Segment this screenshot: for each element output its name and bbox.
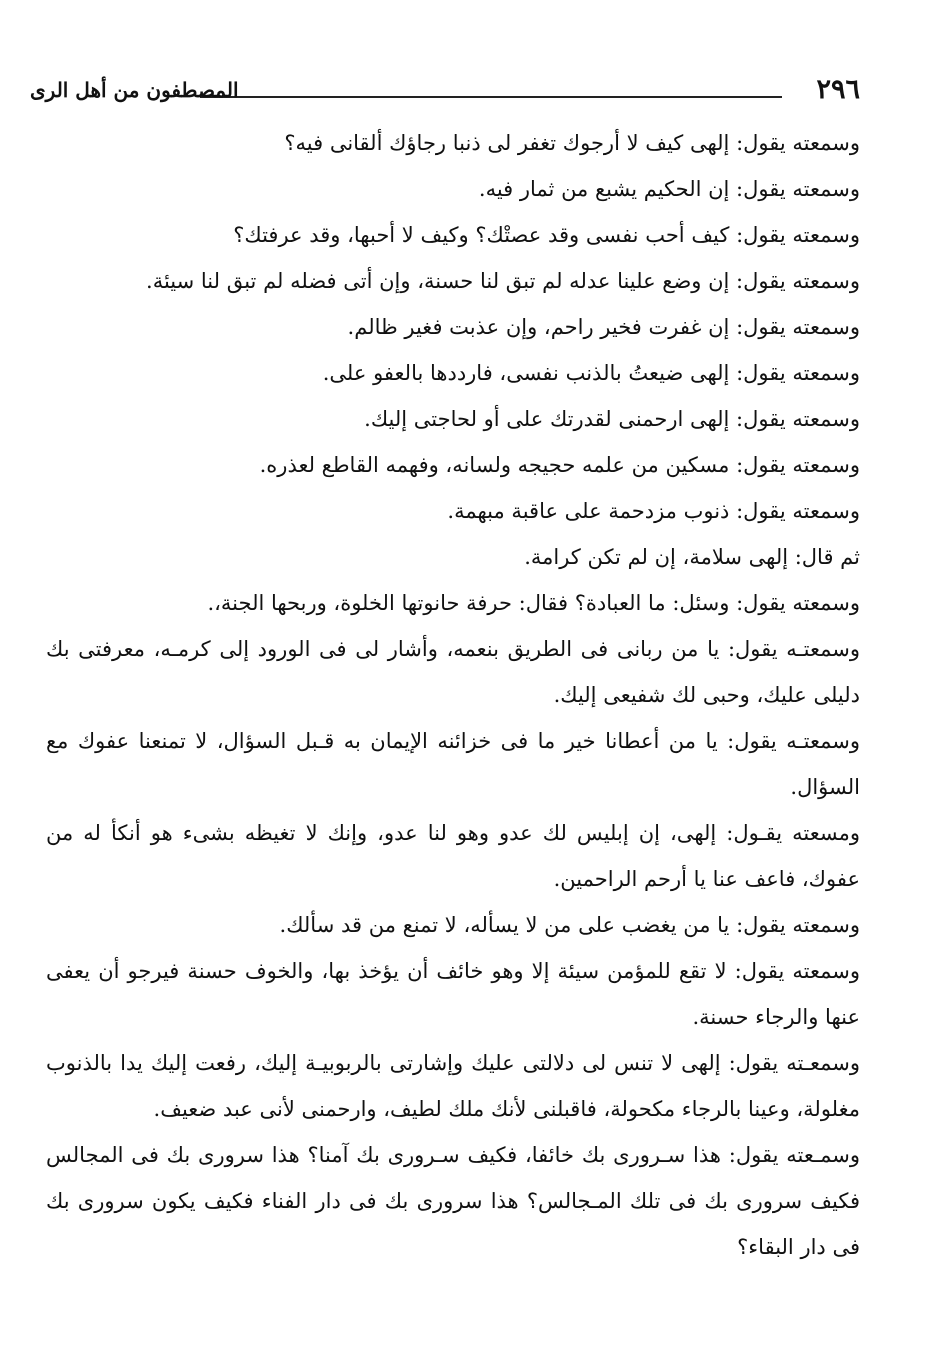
paragraph: وسمعته يقول: ذنوب مزدحمة على عاقبة مبهمة. — [447, 499, 860, 523]
page-number: ٢٩٦ — [816, 74, 860, 105]
paragraph: وسمعته يقول: إن غفرت فخير راحم، وإن عذبت فغير ظالم. — [347, 315, 860, 339]
paragraph: وسمعتـه يقول: يا من أعطانا خير ما فى خزائنه الإيمان به قـبل السؤال، لا تمنعنا عفوك مع السؤال. — [46, 729, 860, 799]
paragraph: وسمعتـه يقول: يا من ربانى فى الطريق بنعمه، وأشار لى فى الورود إلى كرمـه، معرفتى بك دليلى عليك، وحبى لك شفيعى إليك. — [46, 637, 860, 707]
paragraph: وسمعته يقول: إن وضع علينا عدله لم تبق لنا حسنة، وإن أتى فضله لم تبق لنا سيئة. — [146, 269, 860, 293]
paragraph: وسمعته يقول: كيف أحب نفسى وقد عصتْك؟ وكيف لا أحبها، وقد عرفتك؟ — [233, 223, 860, 247]
paragraph: وسمعته يقول: يا من يغضب على من لا يسأله، لا تمنع من قد سألك. — [279, 913, 860, 937]
paragraph: وسمعته يقول: إلهى ضيعتُ بالذنب نفسى، فارددها بالعفو على. — [322, 361, 860, 385]
header-rule — [200, 96, 782, 98]
paragraph: وسمعـته يقول: إلهى لا تنس لى دلالتى عليك وإشارتى بالربوبيـة إليك، رفعت إليك يدا بالذنوب مغلولة، وعينا بالرجاء مكحولة، فاقبلنى لأنك ملك لطيف، وارحمنى لأنى عبد ضعيف. — [46, 1051, 860, 1121]
paragraph: وسمعته يقول: إن الحكيم يشبع من ثمار فيه. — [478, 177, 860, 201]
paragraph: وسمعته يقول: وسئل: ما العبادة؟ فقال: حرفة حانوتها الخلوة، وربحها الجنة،. — [207, 591, 860, 615]
paragraph: وسمعته يقول: إلهى كيف لا أرجوك تغفر لى ذنبا رجاؤك ألقانى فيه؟ — [284, 131, 860, 155]
paragraph: وسمـعته يقول: هذا سـرورى بك خائفا، فكيف سـرورى بك آمنا؟ هذا سرورى بك فى المجالس فكيف سرورى بك فى تلك المـجالس؟ هذا سرورى بك فى دار الفناء فكيف يكون سرورى بك فى دار البقاء؟ — [46, 1143, 860, 1259]
paragraph: ثم قال: إلهى سلامة، إن لم تكن كرامة. — [524, 545, 860, 569]
running-title: المصطفون من أهل الرى — [30, 78, 239, 102]
body-text — [46, 120, 860, 1270]
paragraph: ومسعته يقـول: إلهى، إن إبليس لك عدو وهو لنا عدو، وإنك لا تغيظه بشىء هو أنكأ له من عفوك، فاعف عنا يا أرحم الراحمين. — [46, 821, 860, 891]
paragraph: وسمعته يقول: مسكين من علمه حجيجه ولسانه، وفهمه القاطع لعذره. — [259, 453, 860, 477]
page-header — [30, 70, 860, 110]
paragraph: وسمعته يقول: لا تقع للمؤمن سيئة إلا وهو خائف أن يؤخذ بها، والخوف حسنة فيرجو أن يعفى عنها والرجاء حسنة. — [46, 959, 860, 1029]
paragraph: وسمعته يقول: إلهى ارحمنى لقدرتك على أو لحاجتى إليك. — [364, 407, 860, 431]
